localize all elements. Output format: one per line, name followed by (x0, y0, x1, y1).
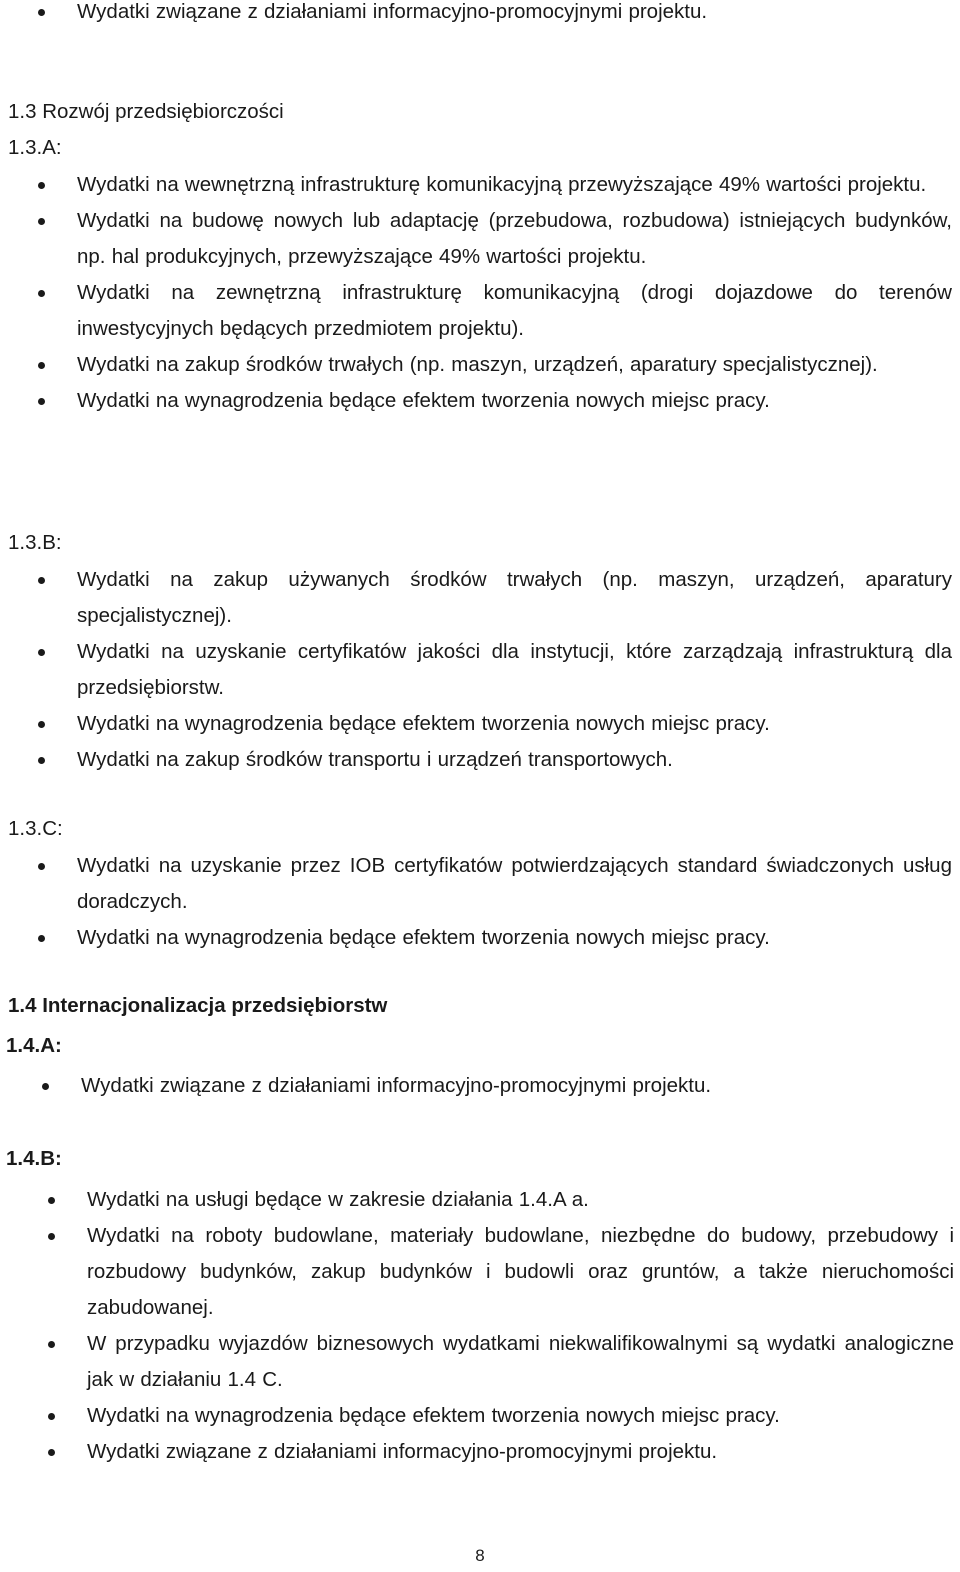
section-1-4-a-list-block (4, 1068, 954, 1104)
top-list (0, 0, 952, 30)
list-item-text: Wydatki na roboty budowlane, materiały budowlane, niezbędne do budowy, przebudowy i rozbudowy budynków, zakup budynków i budowli oraz gruntów, a także nieruchomości zabudowanej. (87, 1224, 954, 1319)
section-1-3-b-label-block (8, 525, 62, 561)
bullet-icon (38, 757, 45, 764)
bullet-icon (42, 1083, 49, 1090)
list-item (0, 634, 952, 706)
section-1-4-a-label: 1.4.A: (6, 1034, 62, 1057)
section-1-3-heading-block (8, 94, 284, 130)
section-1-4-heading-block (8, 988, 387, 1024)
list-item-text: Wydatki na wewnętrzną infrastrukturę komunikacyjną przewyższające 49% wartości projektu. (77, 173, 927, 196)
section-1-4-a-label-block (6, 1028, 62, 1064)
bullet-icon (38, 577, 45, 584)
section-1-3-c-label: 1.3.C: (8, 817, 63, 840)
list-item-text: Wydatki na zewnętrzną infrastrukturę komunikacyjną (drogi dojazdowe do terenów inwestycyjnych będących przedmiotem projektu). (77, 281, 952, 340)
list-item (0, 0, 952, 30)
section-1-3-c-label-block (8, 811, 63, 847)
bullet-icon (38, 218, 45, 225)
bullet-icon (48, 1413, 55, 1420)
section-1-3-b-list-block (0, 562, 952, 778)
list-item-text: Wydatki na zakup używanych środków trwałych (np. maszyn, urządzeń, aparatury specjalistycznej). (77, 568, 952, 627)
section-1-3-a-label: 1.3.A: (8, 136, 62, 159)
list-item-text: Wydatki na wynagrodzenia będące efektem tworzenia nowych miejsc pracy. (77, 926, 770, 949)
list-item (0, 562, 952, 634)
list-item (0, 848, 952, 920)
top-list-block (0, 0, 952, 30)
bullet-icon (38, 935, 45, 942)
list-item-text: Wydatki związane z działaniami informacyjno-promocyjnymi projektu. (77, 0, 708, 23)
section-1-4-b-list (10, 1182, 954, 1470)
list-item (0, 275, 952, 347)
bullet-icon (48, 1233, 55, 1240)
list-item (10, 1182, 954, 1218)
list-item (10, 1398, 954, 1434)
bullet-icon (38, 649, 45, 656)
list-item-text: Wydatki na wynagrodzenia będące efektem tworzenia nowych miejsc pracy. (87, 1404, 780, 1427)
section-1-4-a-list (4, 1068, 954, 1104)
bullet-icon (38, 182, 45, 189)
list-item-text: Wydatki na budowę nowych lub adaptację (przebudowa, rozbudowa) istniejących budynków, np. hal produkcyjnych, przewyższające 49% wartości projektu. (77, 209, 952, 268)
section-1-3-a-list-block (0, 167, 952, 419)
bullet-icon (48, 1341, 55, 1348)
list-item (10, 1326, 954, 1398)
page-number: 8 (475, 1546, 485, 1565)
section-1-3-b-list (0, 562, 952, 778)
bullet-icon (38, 398, 45, 405)
bullet-icon (38, 721, 45, 728)
section-1-3-title: 1.3 Rozwój przedsiębiorczości (8, 100, 284, 123)
list-item-text: Wydatki związane z działaniami informacyjno-promocyjnymi projektu. (87, 1440, 718, 1463)
list-item-text: Wydatki na zakup środków trwałych (np. maszyn, urządzeń, aparatury specjalistycznej). (77, 353, 878, 376)
list-item-text: W przypadku wyjazdów biznesowych wydatkami niekwalifikowalnymi są wydatki analogiczne jak w działaniu 1.4 C. (87, 1332, 954, 1391)
section-1-3-a-list (0, 167, 952, 419)
list-item (0, 383, 952, 419)
list-item-text: Wydatki na uzyskanie certyfikatów jakości dla instytucji, które zarządzają infrastrukturą dla przedsiębiorstw. (77, 640, 952, 699)
list-item (10, 1434, 954, 1470)
list-item (4, 1068, 954, 1104)
bullet-icon (38, 290, 45, 297)
list-item-text: Wydatki na wynagrodzenia będące efektem tworzenia nowych miejsc pracy. (77, 712, 770, 735)
list-item (0, 920, 952, 956)
section-1-3-a-label-block (8, 130, 62, 166)
list-item (0, 742, 952, 778)
bullet-icon (48, 1197, 55, 1204)
section-1-3-b-label: 1.3.B: (8, 531, 62, 554)
section-1-4-b-label: 1.4.B: (6, 1147, 62, 1170)
list-item (0, 167, 952, 203)
bullet-icon (38, 863, 45, 870)
section-1-3-c-list (0, 848, 952, 956)
list-item-text: Wydatki na uzyskanie przez IOB certyfikatów potwierdzających standard świadczonych usług doradczych. (77, 854, 952, 913)
section-1-4-b-list-block (10, 1182, 954, 1470)
list-item-text: Wydatki związane z działaniami informacyjno-promocyjnymi projektu. (81, 1074, 712, 1097)
list-item (0, 203, 952, 275)
bullet-icon (38, 9, 45, 16)
section-1-4-b-label-block (6, 1141, 62, 1177)
bullet-icon (38, 362, 45, 369)
list-item (0, 347, 952, 383)
section-1-4-title: 1.4 Internacjonalizacja przedsiębiorstw (8, 994, 388, 1017)
section-1-3-c-list-block (0, 848, 952, 956)
list-item (10, 1218, 954, 1326)
list-item-text: Wydatki na usługi będące w zakresie działania 1.4.A a. (87, 1188, 589, 1211)
list-item (0, 706, 952, 742)
list-item-text: Wydatki na wynagrodzenia będące efektem tworzenia nowych miejsc pracy. (77, 389, 770, 412)
bullet-icon (48, 1449, 55, 1456)
list-item-text: Wydatki na zakup środków transportu i urządzeń transportowych. (77, 748, 673, 771)
